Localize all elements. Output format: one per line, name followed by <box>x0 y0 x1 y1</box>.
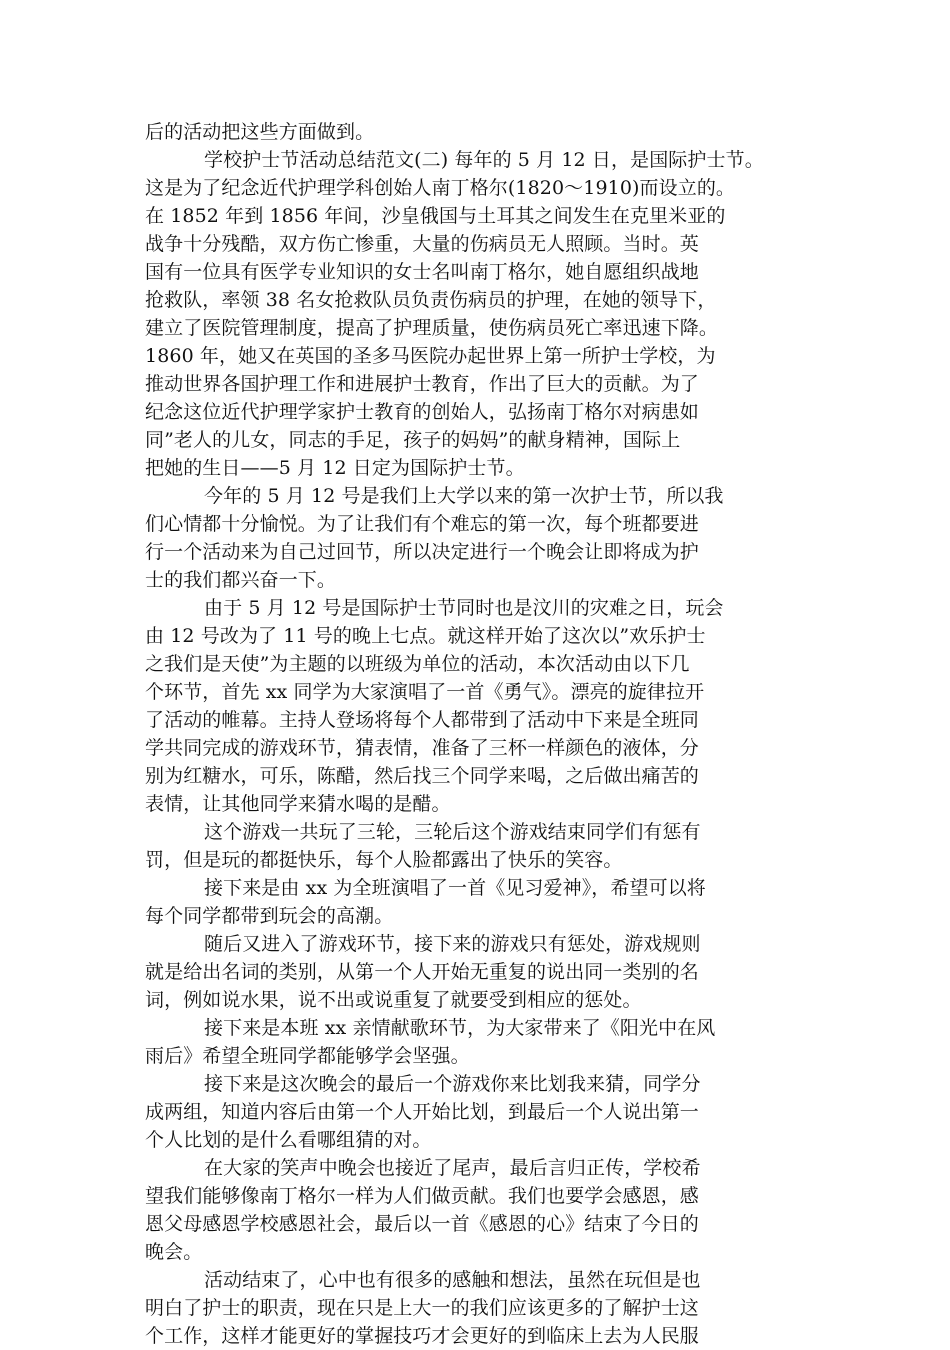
text-line: 在 1852 年到 1856 年间，沙皇俄国与土耳其之间发生在克里米亚的 <box>145 205 726 227</box>
text-line: 了活动的帷幕。主持人登场将每个人都带到了活动中下来是全班同 <box>145 709 699 731</box>
text-line: 推动世界各国护理工作和进展护士教育，作出了巨大的贡献。为了 <box>145 373 699 395</box>
text-line: 行一个活动来为自己过回节，所以决定进行一个晚会让即将成为护 <box>145 541 699 563</box>
text-line: 表情，让其他同学来猜水喝的是醋。 <box>145 793 451 815</box>
text-line: 个环节，首先 xx 同学为大家演唱了一首《勇气》。漂亮的旋律拉开 <box>145 681 705 703</box>
text-line: 个人比划的是什么看哪组猜的对。 <box>145 1129 432 1151</box>
text-line: 别为红糖水，可乐，陈醋，然后找三个同学来喝，之后做出痛苦的 <box>145 765 699 787</box>
text-line: 明白了护士的职责，现在只是上大一的我们应该更多的了解护士这 <box>145 1297 699 1319</box>
text-line: 罚，但是玩的都挺快乐，每个人脸都露出了快乐的笑容。 <box>145 849 623 871</box>
text-line: 接下来是由 xx 为全班演唱了一首《见习爱神》，希望可以将 <box>204 877 706 899</box>
text-line: 后的活动把这些方面做到。 <box>145 121 375 143</box>
text-line: 接下来是这次晚会的最后一个游戏你来比划我来猜，同学分 <box>204 1073 701 1095</box>
text-line: 们心情都十分愉悦。为了让我们有个难忘的第一次，每个班都要进 <box>145 513 699 535</box>
text-line: 由 12 号改为了 11 号的晚上七点。就这样开始了这次以”欢乐护士 <box>145 625 706 647</box>
text-line: 学共同完成的游戏环节，猜表情，准备了三杯一样颜色的液体，分 <box>145 737 699 759</box>
text-line: 晚会。 <box>145 1241 203 1263</box>
text-line: 恩父母感恩学校感恩社会，最后以一首《感恩的心》结束了今日的 <box>145 1213 699 1235</box>
text-line: 1860 年，她又在英国的圣多马医院办起世界上第一所护士学校，为 <box>145 345 716 367</box>
text-line: 抢救队，率领 38 名女抢救队员负责伤病员的护理，在她的领导下， <box>145 289 717 311</box>
text-line: 个工作，这样才能更好的掌握技巧才会更好的到临床上去为人民服 <box>145 1325 699 1347</box>
text-line: 活动结束了，心中也有很多的感触和想法，虽然在玩但是也 <box>204 1269 701 1291</box>
text-line: 这个游戏一共玩了三轮，三轮后这个游戏结束同学们有惩有 <box>204 821 701 843</box>
text-line: 今年的 5 月 12 号是我们上大学以来的第一次护士节，所以我 <box>204 485 724 507</box>
text-line: 士的我们都兴奋一下。 <box>145 569 337 591</box>
text-line: 由于 5 月 12 号是国际护士节同时也是汶川的灾难之日，玩会 <box>204 597 724 619</box>
text-line: 接下来是本班 xx 亲情献歌环节，为大家带来了《阳光中在风 <box>204 1017 716 1039</box>
text-line: 学校护士节活动总结范文(二) 每年的 5 月 12 日，是国际护士节。 <box>204 149 764 171</box>
text-line: 之我们是天使”为主题的以班级为单位的活动，本次活动由以下几 <box>145 653 690 675</box>
text-line: 把她的生日——5 月 12 日定为国际护士节。 <box>145 457 525 479</box>
text-line: 纪念这位近代护理学家护士教育的创始人，弘扬南丁格尔对病患如 <box>145 401 699 423</box>
text-line: 成两组，知道内容后由第一个人开始比划，到最后一个人说出第一 <box>145 1101 699 1123</box>
text-line: 这是为了纪念近代护理学科创始人南丁格尔(1820～1910)而设立的。 <box>145 177 736 199</box>
text-line: 雨后》希望全班同学都能够学会坚强。 <box>145 1045 470 1067</box>
text-line: 战争十分残酷，双方伤亡惨重，大量的伤病员无人照顾。当时。英 <box>145 233 699 255</box>
text-line: 就是给出名词的类别，从第一个人开始无重复的说出同一类别的名 <box>145 961 699 983</box>
text-line: 随后又进入了游戏环节，接下来的游戏只有惩处，游戏规则 <box>204 933 701 955</box>
text-line: 每个同学都带到玩会的高潮。 <box>145 905 394 927</box>
document-body <box>145 118 810 1350</box>
text-line: 同”老人的儿女，同志的手足，孩子的妈妈”的献身精神，国际上 <box>145 429 681 451</box>
text-line: 建立了医院管理制度，提高了护理质量，使伤病员死亡率迅速下降。 <box>145 317 719 339</box>
text-line: 国有一位具有医学专业知识的女士名叫南丁格尔，她自愿组织战地 <box>145 261 699 283</box>
text-line: 词，例如说水果，说不出或说重复了就要受到相应的惩处。 <box>145 989 642 1011</box>
text-line: 望我们能够像南丁格尔一样为人们做贡献。我们也要学会感恩，感 <box>145 1185 699 1207</box>
text-line: 在大家的笑声中晚会也接近了尾声，最后言归正传，学校希 <box>204 1157 701 1179</box>
